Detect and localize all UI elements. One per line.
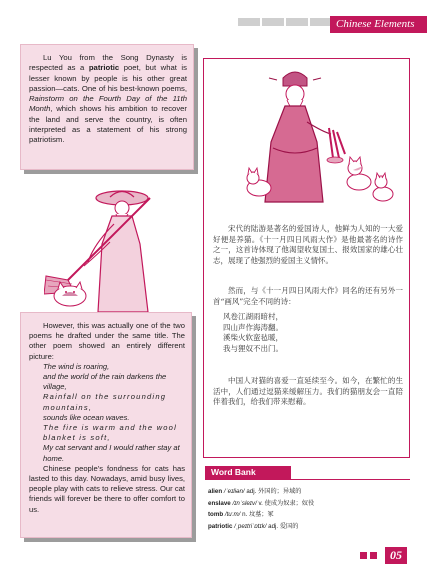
chinese-poem-line: 溪柴火软蛮毡暖， [223,333,283,343]
intro-paragraph: Lu You from the Song Dynasty is respected as a patriotic poet, but what is lesser known by people is his other great passion—cats. One of his best-known poems, Rainstorm on the Fourth Day of the 11th Month, which shows his ambition to recover the land and serve the country, is often interpreted as a statement of his strong patriotism. [29,53,187,145]
poem-line: and the world of the rain darkens the village, [43,372,167,392]
poem-box [20,312,192,538]
poem-outro: Chinese people’s fondness for cats has lasted to this day. Nowadays, amid busy lives, people play with cats to relieve stress. Our cat friends will forever be there to offer comfort to us. [29,463,185,514]
chinese-poem [213,312,403,354]
chinese-paragraph-2: 然而，与《十一月四日风雨大作》同名的还有另外一首“画风”完全不同的诗： [213,286,403,306]
header-decor [238,18,332,26]
sweeping-man-illustration [44,184,184,316]
footer-decor [370,552,377,559]
chinese-paragraph-1: 宋代的陆游是著名的爱国诗人，他鲜为人知的一大爱好便是养猫。《十一月四日风雨大作》是他最著名的诗作之一，这首诗体现了他渴望收复国土、报效国家的雄心壮志，展现了他强烈的爱国主义情怀。 [213,224,403,265]
word-bank-entry: patriotic /ˌpeɪtriˈɒtɪk/ adj. 爱国的 [208,522,299,530]
word-bank-list [208,486,408,532]
cat-icon [373,173,393,201]
page-number: 05 [385,547,407,564]
chinese-poem-line: 风卷江湖雨暗村， [223,312,283,321]
intro-box [20,44,194,170]
section-title: Chinese Elements [330,16,427,33]
word-bank-title: Word Bank [205,466,291,479]
bold-word: patriotic [88,63,120,73]
poem-title: Rainstorm on the Fourth Day of the 11th Month [29,94,187,114]
word-bank-entry: tomb /tuːm/ n. 坟墓；冢 [208,511,274,519]
poem-line: The fire is warm and the wool blanket is soft, [43,423,177,443]
poem-line: The wind is roaring, [43,361,110,371]
chinese-poem-line: 我与狸奴不出门。 [223,343,283,353]
chinese-paragraph-3: 中国人对猫的喜爱一直延续至今。如今，在繁忙的生活中，人们通过逗猫来缓解压力。我们的猫朋友会一直陪伴着我们，给我们带来慰藉。 [213,376,403,407]
english-poem [29,362,185,464]
word-bank-entry: enslave /ɪnˈsleɪv/ v. 使成为奴隶；奴役 [208,499,315,507]
poem-line: Rainfall on the surrounding mountains, [43,392,167,412]
word-bank-divider [205,479,410,480]
poem-intro: However, this was actually one of the two poems he drafted under the same title. The other poem showed an entirely different picture: [29,321,185,361]
poem-line: My cat servant and I would rather stay at home. [43,443,180,463]
chinese-poem-line: 四山声作海涛翻。 [223,322,283,332]
word-bank-entry: alien /ˈeɪliən/ adj. 外国的；异域的 [208,488,302,495]
footer-decor [360,552,367,559]
poet-with-cats-illustration [213,62,403,212]
poem-line: sounds like ocean waves. [43,412,130,422]
cat-icon [347,157,371,190]
